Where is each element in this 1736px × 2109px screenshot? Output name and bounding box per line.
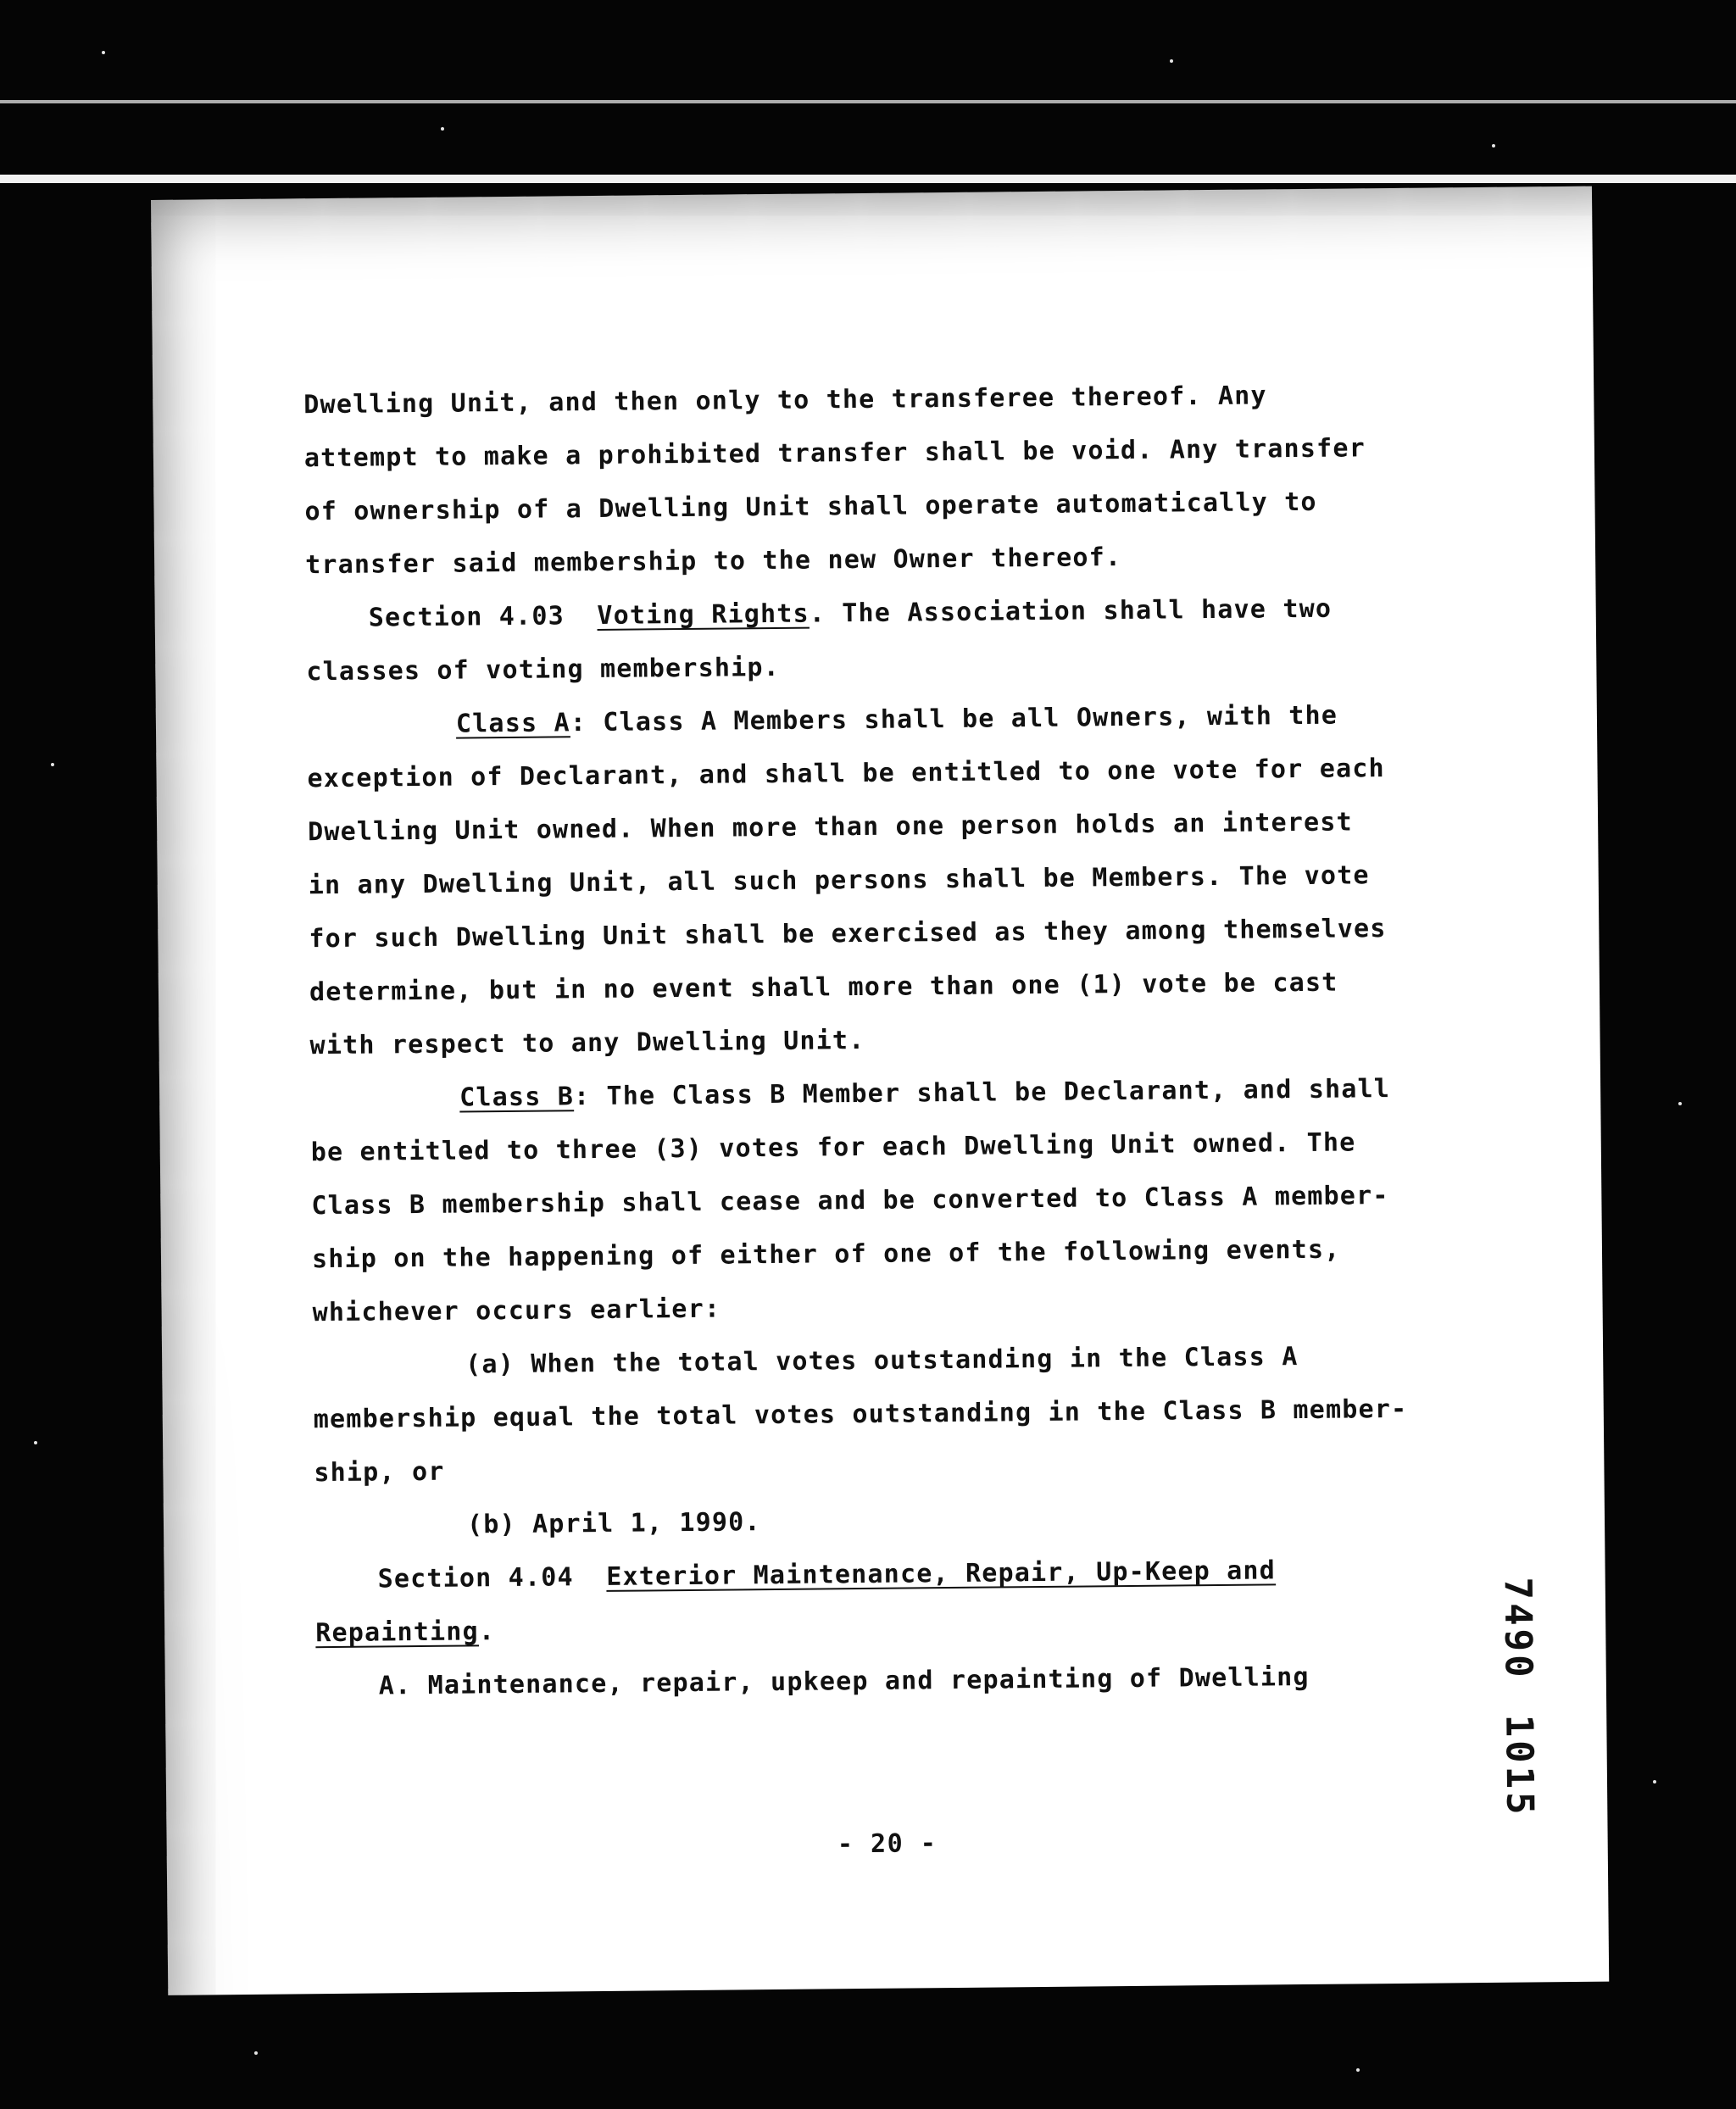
class-a-text: : Class A Members shall be all Owners, with the [570,700,1338,738]
stamp-page-number: 1015 [1497,1714,1542,1818]
event-a-line: (a) When the total votes outstanding in the Class A [465,1342,1299,1380]
class-b-text: : The Class B Member shall be Declarant, and shall [573,1074,1391,1112]
text-line: in any Dwelling Unit, all such persons shall be Members. The vote [308,860,1370,901]
scan-artifact-line [0,100,1736,103]
scan-speck [1653,1780,1656,1783]
scan-speck [102,51,105,54]
text-line: exception of Declarant, and shall be entitled to one vote for each [307,754,1385,794]
scan-speck [1170,59,1173,63]
document-body [303,366,1613,1714]
scan-speck [51,763,54,766]
stamp-book-number: 7490 [1495,1577,1540,1681]
section-title-period: . [478,1617,496,1647]
text-line: with respect to any Dwelling Unit. [309,1025,865,1061]
scan-artifact-bar [0,175,1736,183]
section-title: Exterior Maintenance, Repair, Up-Keep and [606,1555,1277,1592]
scan-speck [1678,1102,1682,1105]
scan-speck [254,2051,258,2055]
text-line: transfer said membership to the new Owner thereof. [304,543,1122,581]
section-title: Voting Rights [597,598,810,631]
text-line: Dwelling Unit owned. When more than one person holds an interest [307,807,1354,848]
scan-speck [1356,2068,1360,2072]
scan-speck [1492,144,1495,147]
text-line: whichever occurs earlier: [312,1294,721,1328]
text-line: membership equal the total votes outstanding in the Class B member- [313,1394,1408,1435]
recording-stamp [1496,1577,1542,1851]
class-b-label: Class B [459,1082,575,1113]
page-number: - 20 - [837,1828,938,1860]
text-line: of ownership of a Dwelling Unit shall operate automatically to [304,487,1317,527]
section-text: . The Association shall have two [809,593,1333,629]
text-line: ship on the happening of either of one of the following events, [311,1234,1341,1275]
section-number: Section 4.04 [377,1562,574,1594]
class-a-label: Class A [455,708,570,739]
text-line: determine, but in no event shall more than one (1) vote be cast [309,967,1338,1008]
scan-speck [441,127,444,131]
section-title: Repainting [315,1617,480,1649]
document-page [151,186,1609,1995]
section-number: Section 4.03 [368,601,565,633]
event-b-line: (b) April 1, 1990. [466,1507,761,1540]
item-a-line: A. Maintenance, repair, upkeep and repainting of Dwelling [378,1661,1310,1701]
scan-speck [34,1441,37,1444]
text-line: classes of voting membership. [306,652,781,687]
text-line: Class B membership shall cease and be converted to Class A member- [311,1181,1389,1221]
text-line: for such Dwelling Unit shall be exercised as they among themselves [309,914,1387,954]
text-line: Dwelling Unit, and then only to the transferee thereof. Any [303,381,1267,420]
text-line: be entitled to three (3) votes for each Dwelling Unit owned. The [310,1127,1356,1168]
text-line: ship, or [314,1456,445,1489]
text-line: attempt to make a prohibited transfer shall be void. Any transfer [303,433,1366,474]
